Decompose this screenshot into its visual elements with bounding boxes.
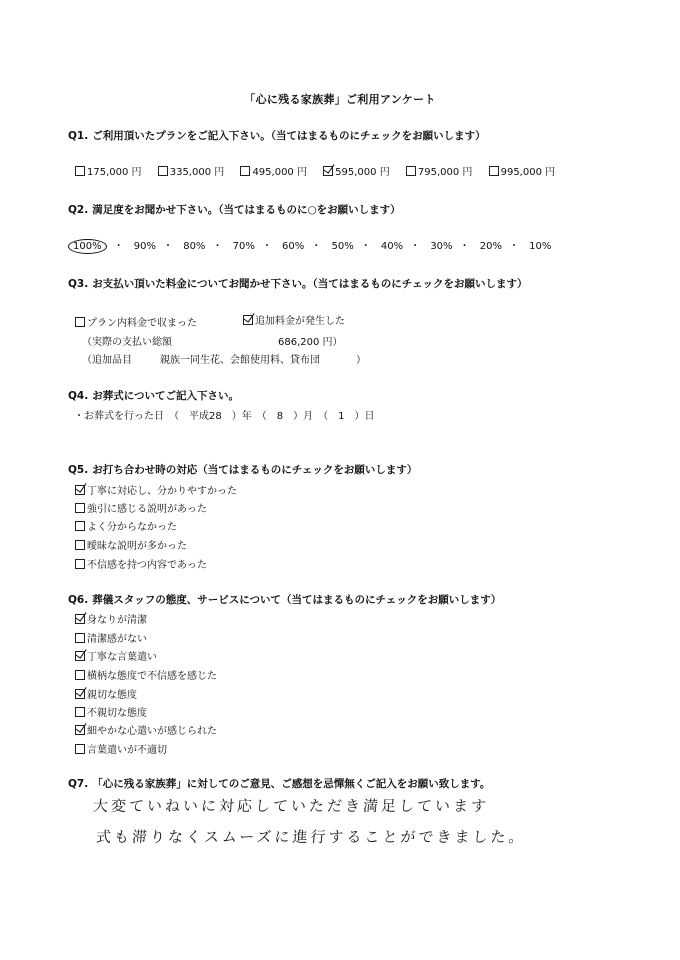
q6-option[interactable]: [75, 630, 147, 645]
q7-text: 「心に残る家族葬」に対してのご意見、ご感想を忌憚無くご記入をお願い致します。: [92, 778, 491, 790]
checkbox-icon[interactable]: [75, 166, 85, 176]
q4-heading: [68, 388, 239, 403]
plan-option-495000[interactable]: [240, 163, 307, 178]
q5-option[interactable]: [75, 556, 207, 571]
separator: ・: [113, 241, 124, 252]
checkbox-icon[interactable]: [75, 633, 85, 643]
actual-payment-label: （実際の支払い総額: [82, 337, 172, 348]
plan-option-795000[interactable]: [406, 163, 473, 178]
q7-number: Q7.: [68, 778, 89, 790]
q6-text: 葬儀スタッフの態度、サービスについて（当てはまるものにチェックをお願いします）: [92, 594, 502, 606]
q5-option-label: 丁寧に対応し、分かりやすかった: [87, 486, 237, 497]
plan-option-label: 795,000 円: [417, 167, 473, 178]
separator: ・: [163, 241, 174, 252]
checkbox-icon[interactable]: [240, 166, 250, 176]
q5-option-label: 曖昧な説明が多かった: [87, 541, 187, 552]
q7-handwritten-answer-line2: 式も滞りなくスムーズに進行することができました。: [95, 828, 528, 846]
checkbox-checked-icon[interactable]: [243, 315, 253, 325]
checkbox-checked-icon[interactable]: [75, 725, 85, 735]
q5-option-label: 不信感を持つ内容であった: [87, 560, 207, 571]
separator: ・: [508, 241, 519, 252]
q6-option-label: 細やかな心遣いが感じられた: [87, 726, 217, 737]
satisfaction-option-40[interactable]: 40%: [380, 241, 404, 252]
q7-handwritten-answer-line1: 大変ていねいに対応していただき満足しています: [92, 797, 490, 815]
checkbox-icon[interactable]: [75, 540, 85, 550]
plan-option-label: 495,000 円: [252, 167, 307, 178]
q6-option[interactable]: [75, 648, 157, 663]
q5-text: お打ち合わせ時の対応（当てはまるものにチェックをお願いします）: [92, 464, 418, 476]
survey-title: 「心に残る家族葬」ご利用アンケート: [244, 93, 436, 106]
q6-option-label: 親切な態度: [87, 690, 137, 701]
q3-text: お支払い頂いた料金についてお聞かせ下さい。（当てはまるものにチェックをお願いします）: [92, 278, 528, 290]
q6-option-label: 不親切な態度: [87, 708, 147, 719]
q5-option[interactable]: [75, 537, 187, 552]
checkbox-icon[interactable]: [75, 744, 85, 754]
q6-heading: [68, 592, 501, 607]
checkbox-icon[interactable]: [75, 707, 85, 717]
payment-option-label: プラン内料金で収まった: [87, 318, 197, 329]
satisfaction-option-10[interactable]: 10%: [529, 241, 552, 252]
funeral-date-line: ・お葬式を行った日 （ 平成28 ）年 （ 8 ）月 （ 1 ）日: [74, 411, 375, 422]
checkbox-checked-icon[interactable]: [75, 651, 85, 661]
q5-option-label: よく分からなかった: [87, 522, 177, 533]
q2-heading: [68, 202, 401, 217]
extra-items-value: 親族一同生花、会館使用料、貸布団: [160, 355, 320, 366]
satisfaction-option-20[interactable]: 20%: [479, 241, 502, 252]
q6-option-label: 身なりが清潔: [87, 615, 147, 626]
plan-option-595000[interactable]: [323, 163, 390, 178]
q6-option[interactable]: [75, 686, 137, 701]
q2-number: Q2.: [68, 204, 89, 216]
plan-option-335000[interactable]: [158, 163, 225, 178]
q5-heading: [68, 462, 417, 477]
plan-option-175000[interactable]: [75, 163, 142, 178]
q6-option[interactable]: [75, 722, 217, 737]
satisfaction-option-70[interactable]: 70%: [232, 241, 255, 252]
q5-option[interactable]: [75, 500, 207, 515]
checkbox-icon[interactable]: [75, 670, 85, 680]
q5-number: Q5.: [68, 464, 89, 476]
plan-option-label: 595,000 円: [335, 167, 390, 178]
checkbox-checked-icon[interactable]: [323, 166, 333, 176]
checkbox-checked-icon[interactable]: [75, 689, 85, 699]
q1-heading: [68, 128, 486, 143]
separator: ・: [459, 241, 470, 252]
checkbox-icon[interactable]: [158, 166, 168, 176]
q6-number: Q6.: [68, 594, 89, 606]
satisfaction-option-60[interactable]: 60%: [282, 241, 305, 252]
separator: ・: [212, 241, 223, 252]
checkbox-checked-icon[interactable]: [75, 614, 85, 624]
extra-items-close: ）: [356, 355, 366, 366]
q1-number: Q1.: [68, 130, 89, 142]
separator: ・: [311, 241, 322, 252]
q1-plan-options: [75, 163, 568, 178]
q2-satisfaction-scale: [72, 237, 551, 254]
checkbox-icon[interactable]: [75, 559, 85, 569]
q6-option-label: 言葉遣いが不適切: [87, 745, 167, 756]
checkbox-checked-icon[interactable]: [75, 485, 85, 495]
q6-option-label: 丁寧な言葉遣い: [87, 652, 157, 663]
plan-option-995000[interactable]: [489, 163, 556, 178]
satisfaction-option-50[interactable]: 50%: [331, 241, 354, 252]
q6-option[interactable]: [75, 741, 167, 756]
q1-text: ご利用頂いたプランをご記入下さい。（当てはまるものにチェックをお願いします）: [92, 130, 486, 142]
satisfaction-option-30[interactable]: 30%: [430, 241, 453, 252]
separator: ・: [261, 241, 272, 252]
q5-option-label: 強引に感じる説明があった: [87, 504, 207, 515]
payment-option-extra[interactable]: [243, 312, 345, 327]
checkbox-icon[interactable]: [406, 166, 416, 176]
extra-items-label: （追加品目: [82, 355, 132, 366]
q4-text: お葬式についてご記入下さい。: [92, 390, 240, 402]
satisfaction-option-90[interactable]: 90%: [133, 241, 157, 252]
separator: ・: [410, 241, 421, 252]
q6-option-label: 清潔感がない: [87, 634, 147, 645]
q2-text: 満足度をお聞かせ下さい。（当てはまるものに○をお願いします）: [92, 204, 401, 216]
q6-option[interactable]: [75, 667, 217, 682]
q5-option[interactable]: [75, 518, 177, 533]
checkbox-icon[interactable]: [75, 503, 85, 513]
q4-number: Q4.: [68, 390, 89, 402]
actual-payment-value: 686,200 円）: [278, 337, 343, 348]
q7-heading: [68, 776, 490, 791]
payment-option-plan[interactable]: [75, 314, 197, 329]
payment-option-label: 追加料金が発生した: [255, 316, 345, 327]
checkbox-icon[interactable]: [75, 521, 85, 531]
separator: ・: [360, 241, 371, 252]
plan-option-label: 175,000 円: [87, 167, 142, 178]
plan-option-label: 335,000 円: [169, 167, 225, 178]
satisfaction-option-80[interactable]: 80%: [183, 241, 206, 252]
q6-option[interactable]: [75, 611, 147, 626]
q5-option[interactable]: [75, 482, 237, 497]
q3-heading: [68, 276, 527, 291]
checkbox-icon[interactable]: [489, 166, 499, 176]
q6-option-label: 横柄な態度で不信感を感じた: [87, 671, 217, 682]
q6-option[interactable]: [75, 704, 147, 719]
plan-option-label: 995,000 円: [500, 167, 556, 178]
q3-number: Q3.: [68, 278, 89, 290]
satisfaction-option-100[interactable]: 100%: [68, 239, 107, 254]
checkbox-icon[interactable]: [75, 317, 85, 327]
